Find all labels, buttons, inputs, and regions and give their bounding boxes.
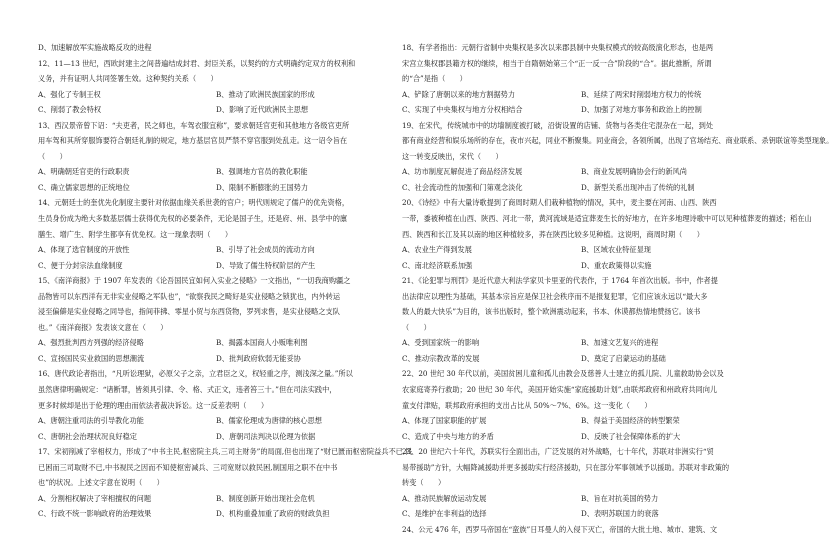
q17-option-c[interactable]: C、行政不统一影响政府的治理效果 — [38, 509, 152, 519]
q12-stem-line: 12、11—13 世纪，西欧封建主之间普遍结成封君、封臣关系，以契约的方式明确约定双方的权利和 — [38, 58, 356, 68]
q20-option-d[interactable]: D、重农政策得以实施 — [581, 260, 652, 270]
q18-option-a[interactable]: A、铲除了唐朝以来的地方割据势力 — [402, 89, 516, 99]
q11-option-d: D、加速解放军实施战略反攻的进程 — [38, 43, 152, 52]
q16-options-row — [38, 413, 394, 429]
q19-options-row — [402, 164, 760, 180]
q23-option-c[interactable]: C、是维护在非利益的选择 — [402, 509, 487, 519]
q12-options-row — [38, 87, 394, 103]
q19-stem-line: 19、在宋代，传统城市中的坊墙制度被打破，沿街设置的店铺、货物与各类住宅混杂在一起，到处 — [402, 120, 714, 130]
q13-options-row — [38, 164, 394, 180]
q19-option-c[interactable]: C、社会流动性的加强和门第观念淡化 — [402, 182, 523, 192]
q16-stem-line: 虽然唐律明确规定：“诸断罪，皆须具引律、令、格、式正文，违者笞三十。”但在司法实践中， — [38, 385, 337, 395]
q14-stem-line: 14、元朝廷士的奎优先化制度主要针对依据血缘关系世袭的官户；明代则规定了儒户的优先资格， — [38, 198, 350, 208]
q23-option-d[interactable]: D、表明苏联国力的衰落 — [581, 509, 659, 519]
q22-option-a[interactable]: A、体现了国家职能的扩展 — [402, 416, 487, 426]
q21-stem-line: 出法律应以理性为基础，其基本宗旨应是保卫社会秩序而不是报复犯罪，它们应该永远以“最大多 — [402, 291, 708, 301]
q14-option-c[interactable]: C、便于分封宗法血缘制度 — [38, 260, 123, 270]
q20-option-c[interactable]: C、南北经济联系加强 — [402, 260, 473, 270]
q14-stem-line: 膳生、增广生、附学生都享有优免权。这一现象表明（ ） — [38, 229, 233, 239]
q14-option-a[interactable]: A、体现了选官制度的开放性 — [38, 245, 130, 255]
q23-options-row — [402, 491, 760, 507]
q21-stem-line: 21、《论犯罪与刑罚》是近代意大利法学家贝卡里亚的代表作，于 1764 年首次出版。书中，作者提 — [402, 276, 718, 286]
q15-options-row — [38, 335, 394, 351]
q17-stem-line: 也”的状况。上述文字意在说明（ ） — [38, 478, 164, 488]
q22-options-row — [402, 413, 760, 429]
q22-stem-line: 农家庭寄养行救助；20 世纪 30 年代，美国开始实施“家庭援助计划”,由联邦政府和州政府共同向儿 — [402, 385, 718, 395]
q13-option-d[interactable]: D、限制不断膨胀的王国势力 — [216, 182, 309, 192]
q23-options-row — [402, 506, 760, 522]
q19-option-a[interactable]: A、坊市制度瓦解促进了商品经济发展 — [402, 167, 523, 177]
q16-stem-line: 16、唐代政论者指出，“凡听讼理狱，必原父子之亲，立君臣之义，权轻重之序，测浅深之量。”所以 — [38, 369, 353, 379]
q22-option-c[interactable]: C、造成了中央与地方的矛盾 — [402, 431, 494, 441]
left-column — [38, 40, 413, 522]
q23-option-b[interactable]: B、旨在对抗美国的势力 — [581, 493, 659, 503]
q23-stem-line: 23、20 世纪六十年代，苏联实行全面出击，广泛发展的对外战略，七十年代，苏联对非洲实行“贸 — [402, 447, 714, 457]
q14-option-d[interactable]: D、导致了儒生特权阶层的产生 — [216, 260, 316, 270]
question-13 — [38, 118, 394, 196]
question-19 — [402, 118, 833, 196]
q14-stem-line: 生员身份成为绝大多数基层儒士获得优先权的必要条件，无论是国子生，还是府、州、县学中的廪 — [38, 214, 348, 224]
q13-option-c[interactable]: C、确立儒家思想的正统地位 — [38, 182, 130, 192]
q23-stem-line: 易带援助”方针，大幅降减援助并更多援助实行经济援助，只在部分军事领域予以援助。苏联对非政策的 — [402, 462, 730, 472]
q13-stem-line: 13、西汉景帝曾下诏：“夫吏者，民之师也，车驾衣服宜称”，要求朝廷官吏和其他地方各级官吏所 — [38, 120, 350, 130]
q12-option-b[interactable]: B、推动了欧洲民族国家的形成 — [216, 89, 315, 99]
q20-stem-line: 20、《诗经》中有大量诗歌提到了商周时期人们栽种植物的情况，其中，麦主要在河南、山西、陕西 — [402, 198, 717, 208]
q20-option-b[interactable]: B、区域农业特征显现 — [581, 245, 651, 255]
q12-option-d[interactable]: D、影响了近代欧洲民主思想 — [216, 105, 309, 115]
q15-option-c[interactable]: C、宣扬国民实业救国的思想潮流 — [38, 353, 145, 363]
q21-stem-line: 数人的最大快乐”为目的，该书出版时，整个欧洲震动起来，书本、休谟都热情地赞扬它。该书 — [402, 307, 701, 317]
q13-option-a[interactable]: A、明确朝廷官吏的行政职责 — [38, 167, 130, 177]
q15-stem-line: 也。”《南洋商报》发表该文意在（ ） — [38, 322, 168, 332]
q13-options-row — [38, 180, 394, 196]
q21-options-row — [402, 351, 760, 367]
q17-option-b[interactable]: B、制度创新开始出现社会危机 — [216, 493, 315, 503]
q15-stem-line: 浸至偏僻是实业侵略之同导也，指间菲拂、零星小贸与东西货物，罗列求售，是实业侵略之支队 — [38, 307, 340, 317]
q18-option-b[interactable]: B、延续了两宋时削弱地方权力的传统 — [581, 89, 702, 99]
q22-options-row — [402, 429, 760, 445]
q20-options-row — [402, 258, 760, 274]
q18-options-row — [402, 102, 760, 118]
q17-option-d[interactable]: D、机构重叠加重了政府的财政负担 — [216, 509, 330, 519]
q12-option-c[interactable]: C、削弱了教会特权 — [38, 105, 102, 115]
q19-stem-line: 这一转变反映出，宋代（ ） — [402, 151, 503, 161]
q13-stem-line: （ ） — [38, 151, 67, 161]
q17-options-row — [38, 506, 394, 522]
q12-options-row — [38, 102, 394, 118]
q15-stem-line: 品物皆可以东西洋有无非实业侵略之军队也”，“欲察我民之畸好是实业侵略之锁犹也，内外转运 — [38, 291, 341, 301]
q16-option-b[interactable]: B、儒家伦理成为唐律的核心思想 — [216, 416, 322, 426]
question-17 — [38, 444, 413, 522]
q24-stem-line: 24、公元 476 年，西罗马帝国在“蛮族”日耳曼人的入侵下灭亡，帝国的大批土地、城市、建筑、文 — [402, 524, 718, 534]
q20-options-row — [402, 242, 760, 258]
q17-stem-line: 17、宋初削减了宰相权力，形成了“中书主民,枢密院主兵,三司主财务”的局面,但也出现了“财已匮而枢密院益兵不已,民 — [38, 447, 413, 457]
question-23 — [402, 444, 760, 522]
q17-options-row — [38, 491, 394, 507]
q15-stem-line: 15、《南洋商报》于 1907 年发表的《论吾国民宜如何入实业之侵略》一文指出，“一切我商购疆之 — [38, 276, 351, 286]
q16-options-row — [38, 429, 394, 445]
question-15 — [38, 273, 394, 366]
question-12 — [38, 56, 394, 118]
q19-option-b[interactable]: B、商业发展明确协会行的新风尚 — [581, 167, 687, 177]
q21-option-a[interactable]: A、受到国家统一的影响 — [402, 338, 480, 348]
q21-option-c[interactable]: C、推动宗教改革的发展 — [402, 353, 480, 363]
q19-option-d[interactable]: D、新型关系出现冲击了传统的礼制 — [581, 182, 695, 192]
question-21 — [402, 273, 760, 366]
q16-option-a[interactable]: A、唐朝注重司法的引导教化功能 — [38, 416, 144, 426]
question-16 — [38, 366, 394, 444]
q22-option-b[interactable]: B、得益于美国经济的转型繁荣 — [581, 416, 680, 426]
q21-option-d[interactable]: D、奠定了启蒙运动的基础 — [581, 353, 666, 363]
q21-stem-line: （ ） — [402, 322, 431, 332]
q14-option-b[interactable]: B、引导了社会成员的流动方向 — [216, 245, 315, 255]
q15-option-b[interactable]: B、揭露本国商人小贩唯利图 — [216, 338, 308, 348]
q16-stem-line: 更多时候却是出于伦理的理由而依法者裁决诉讼。这一反差表明（ ） — [38, 400, 269, 410]
q16-option-c[interactable]: C、唐朝社会治理状况良好稳定 — [38, 431, 137, 441]
question-22 — [402, 366, 760, 444]
q22-stem-line: 22、20 世纪 30 年代以前，美国贫困儿童和孤儿由教会及慈善人士建立的孤儿院、儿童救助协会以及 — [402, 369, 724, 379]
q17-stem-line: 已困而三司取财不已,中书视民之因而不知使枢密减兵、三司宽财以救民困,制国用之职不在中书 — [38, 462, 338, 472]
q18-stem-line: 的“合”是指（ ） — [402, 74, 467, 84]
q15-option-a[interactable]: A、强烈批判西方列强的经济侵略 — [38, 338, 144, 348]
q18-stem-line: 宋宫立集权郡县籍方权的继续，相当于自隋朝始第三个“正一反一合”阶段的“合”。据此推断，所谓 — [402, 58, 712, 68]
q18-stem-line: 18、有学者指出：元朝行省制中央集权是多次以来郡县制中央集权模式的较高级演化形态，也是两 — [402, 43, 714, 52]
q22-stem-line: 童支付津贴，联邦政府承担的支出占比从 50%～7%、6%。这一变化（ ） — [402, 400, 652, 410]
q21-options-row — [402, 335, 760, 351]
q19-options-row — [402, 180, 760, 196]
question-14 — [38, 195, 394, 273]
q16-option-d[interactable]: D、唐朝司法判决以伦理为依据 — [216, 431, 316, 441]
q23-stem-line: 转变（ ） — [402, 478, 446, 488]
q20-stem-line: 西、陕西和长江及其以南的地区种植较多，荞在陕西比较多见种植。这说明，商周时期（ ） — [402, 229, 704, 239]
question-18 — [402, 40, 760, 118]
q17-option-a[interactable]: A、分割相权解决了宰相擅权的问题 — [38, 493, 152, 503]
q13-option-b[interactable]: B、强调地方官员的教化职能 — [216, 167, 308, 177]
q15-option-d[interactable]: D、批判政府软弱无能妥协 — [216, 353, 301, 363]
q21-option-b[interactable]: B、加速文艺复兴的进程 — [581, 338, 659, 348]
q23-option-a[interactable]: A、推动民族解放运动发展 — [402, 493, 487, 503]
q18-option-d[interactable]: D、加强了对地方事务和政治上的控制 — [581, 105, 702, 115]
q15-options-row — [38, 351, 394, 367]
q14-options-row — [38, 258, 394, 274]
q14-options-row — [38, 242, 394, 258]
q12-stem-line: 义务，并有证明人共同签署生效。这种契约关系（ ） — [38, 74, 218, 84]
q18-option-c[interactable]: C、实现了中央集权与地方分权相结合 — [402, 105, 523, 115]
q13-stem-line: 用车驾和其所穿服饰要符合朝廷礼制的规定，地方基层官员严禁不穿官服到处乱走。这一诏令旨在 — [38, 136, 348, 146]
question-20 — [402, 195, 812, 273]
q12-option-a[interactable]: A、强化了专制王权 — [38, 89, 101, 99]
q18-options-row — [402, 87, 760, 103]
right-column — [402, 40, 833, 538]
q19-stem-line: 都有商业经营和娱乐场所的存在，夜市兴起，同业不断聚集。同业商会，各领所属，出现了官场结充、商业联系、杀钥联谊等类型现象。 — [402, 136, 833, 146]
q22-option-d[interactable]: D、反映了社会保障体系的扩大 — [581, 431, 681, 441]
q20-stem-line: 一带，黍被种植在山西、陕西、河北一带，黄河流域是适宜葬麦生长的好地方，在许多地理诗歌中可以见种植葬麦的描述；稻在山 — [402, 214, 812, 224]
q20-option-a[interactable]: A、农业生产得到发展 — [402, 245, 472, 255]
